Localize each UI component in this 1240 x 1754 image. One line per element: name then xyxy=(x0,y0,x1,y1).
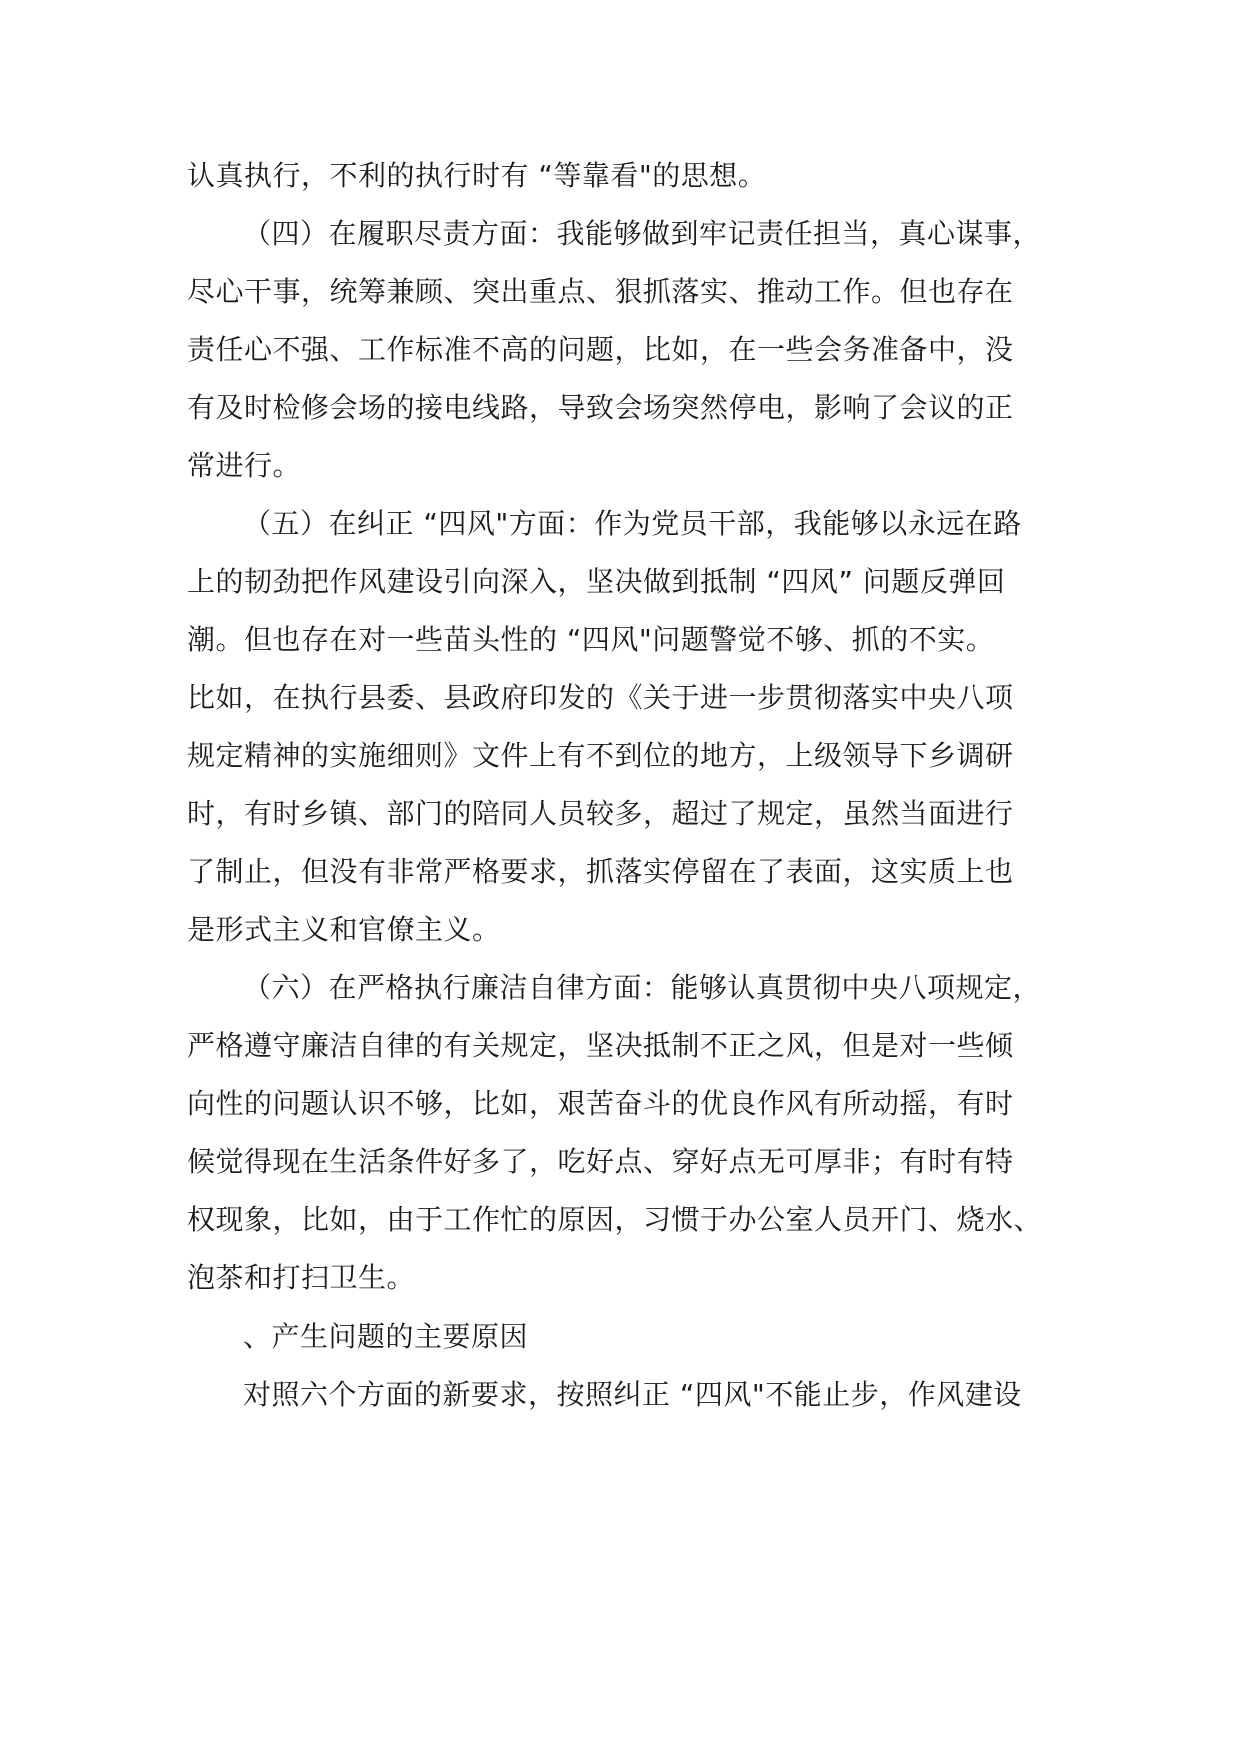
paragraph-line: 是形式主义和官僚主义。 xyxy=(187,913,501,946)
paragraph-line: 责任心不强、工作标准不高的问题，比如，在一些会务准备中，没 xyxy=(187,333,1014,366)
paragraph-line: 常进行。 xyxy=(187,449,302,482)
paragraph-line: 严格遵守廉洁自律的有关规定，坚决抵制不正之风，但是对一些倾 xyxy=(187,1029,1014,1062)
paragraph-line: 规定精神的实施细则》文件上有不到位的地方，上级领导下乡调研 xyxy=(187,739,1014,772)
paragraph-line: 了制止，但没有非常严格要求，抓落实停留在了表面，这实质上也 xyxy=(187,855,1014,888)
paragraph-line: 泡茶和打扫卫生。 xyxy=(187,1261,416,1294)
paragraph-line: 权现象，比如，由于工作忙的原因，习惯于办公室人员开门、烧水、 xyxy=(187,1203,1043,1236)
paragraph-line: （四）在履职尽责方面：我能够做到牢记责任担当，真心谋事， xyxy=(243,217,1042,250)
paragraph-line: 尽心干事，统筹兼顾、突出重点、狠抓落实、推动工作。但也存在 xyxy=(187,275,1014,308)
paragraph-line: 时，有时乡镇、部门的陪同人员较多，超过了规定，虽然当面进行 xyxy=(187,797,1014,830)
paragraph-line: 向性的问题认识不够，比如，艰苦奋斗的优良作风有所动摇，有时 xyxy=(187,1087,1014,1120)
paragraph-line: 上的韧劲把作风建设引向深入，坚决做到抵制 “四风” 问题反弹回 xyxy=(187,565,1006,598)
paragraph-line: 有及时检修会场的接电线路，导致会场突然停电，影响了会议的正 xyxy=(187,391,1014,424)
paragraph-line: （五）在纠正 “四风"方面：作为党员干部，我能够以永远在路 xyxy=(243,507,1022,540)
paragraph-line: （六）在严格执行廉洁自律方面：能够认真贯彻中央八项规定， xyxy=(243,971,1042,1004)
paragraph-line: 比如，在执行县委、县政府印发的《关于进一步贯彻落实中央八项 xyxy=(187,681,1014,714)
paragraph-line: 潮。但也存在对一些苗头性的 “四风"问题警觉不够、抓的不实。 xyxy=(187,623,995,656)
paragraph-line: 认真执行，不利的执行时有 “等靠看"的思想。 xyxy=(187,159,767,192)
section-heading: 、产生问题的主要原因 xyxy=(243,1320,529,1353)
paragraph-line: 对照六个方面的新要求，按照纠正 “四风"不能止步，作风建设 xyxy=(243,1378,1022,1411)
paragraph-line: 候觉得现在生活条件好多了，吃好点、穿好点无可厚非；有时有特 xyxy=(187,1145,1014,1178)
